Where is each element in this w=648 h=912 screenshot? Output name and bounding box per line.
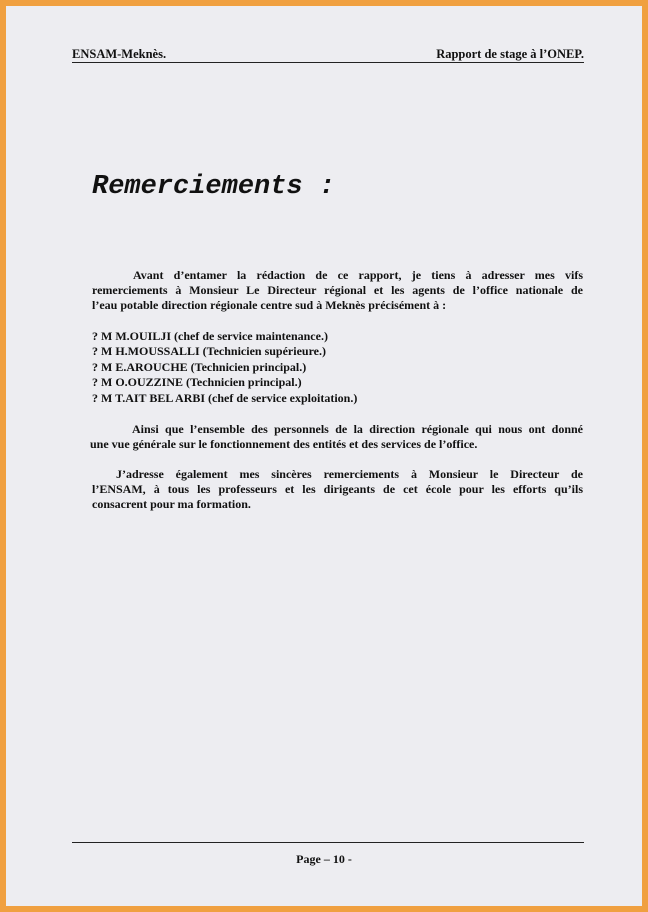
- paragraph-line: Avant d’entamer la rédaction de ce rapport, je tiens à adresser mes vifs: [133, 268, 583, 282]
- footer-rule: [72, 842, 584, 843]
- page-title: Remerciements :: [92, 172, 336, 202]
- paragraph-line: l’eau potable direction régionale centre sud à Meknès précisément à :: [92, 298, 447, 312]
- list-item: ? M T.AIT BEL ARBI (chef de service exploitation.): [92, 391, 358, 405]
- header-left: ENSAM-Meknès.: [72, 47, 167, 61]
- document-page: [6, 6, 642, 906]
- page-number: Page – 10 -: [296, 852, 352, 866]
- list-item: ? M E.AROUCHE (Technicien principal.): [92, 360, 307, 374]
- paragraph-line: consacrent pour ma formation.: [92, 497, 251, 511]
- paragraph-line: remerciements à Monsieur Le Directeur régional et les agents de l’office nationale de: [92, 283, 583, 297]
- header-right: Rapport de stage à l’ONEP.: [436, 47, 584, 61]
- paragraph-line: l’ENSAM, à tous les professeurs et les dirigeants de cet école pour les efforts qu’ils: [92, 482, 583, 496]
- paragraph-line: Ainsi que l’ensemble des personnels de la direction régionale qui nous ont donné: [132, 422, 583, 436]
- list-item: ? M O.OUZZINE (Technicien principal.): [92, 375, 302, 389]
- list-item: ? M M.OUILJI (chef de service maintenance.): [92, 329, 328, 343]
- list-item: ? M H.MOUSSALLI (Technicien supérieure.): [92, 344, 327, 358]
- paragraph-line: une vue générale sur le fonctionnement des entités et des services de l’office.: [90, 437, 478, 451]
- paragraph-line: J’adresse également mes sincères remerciements à Monsieur le Directeur de: [116, 467, 583, 481]
- header-rule: [72, 62, 584, 63]
